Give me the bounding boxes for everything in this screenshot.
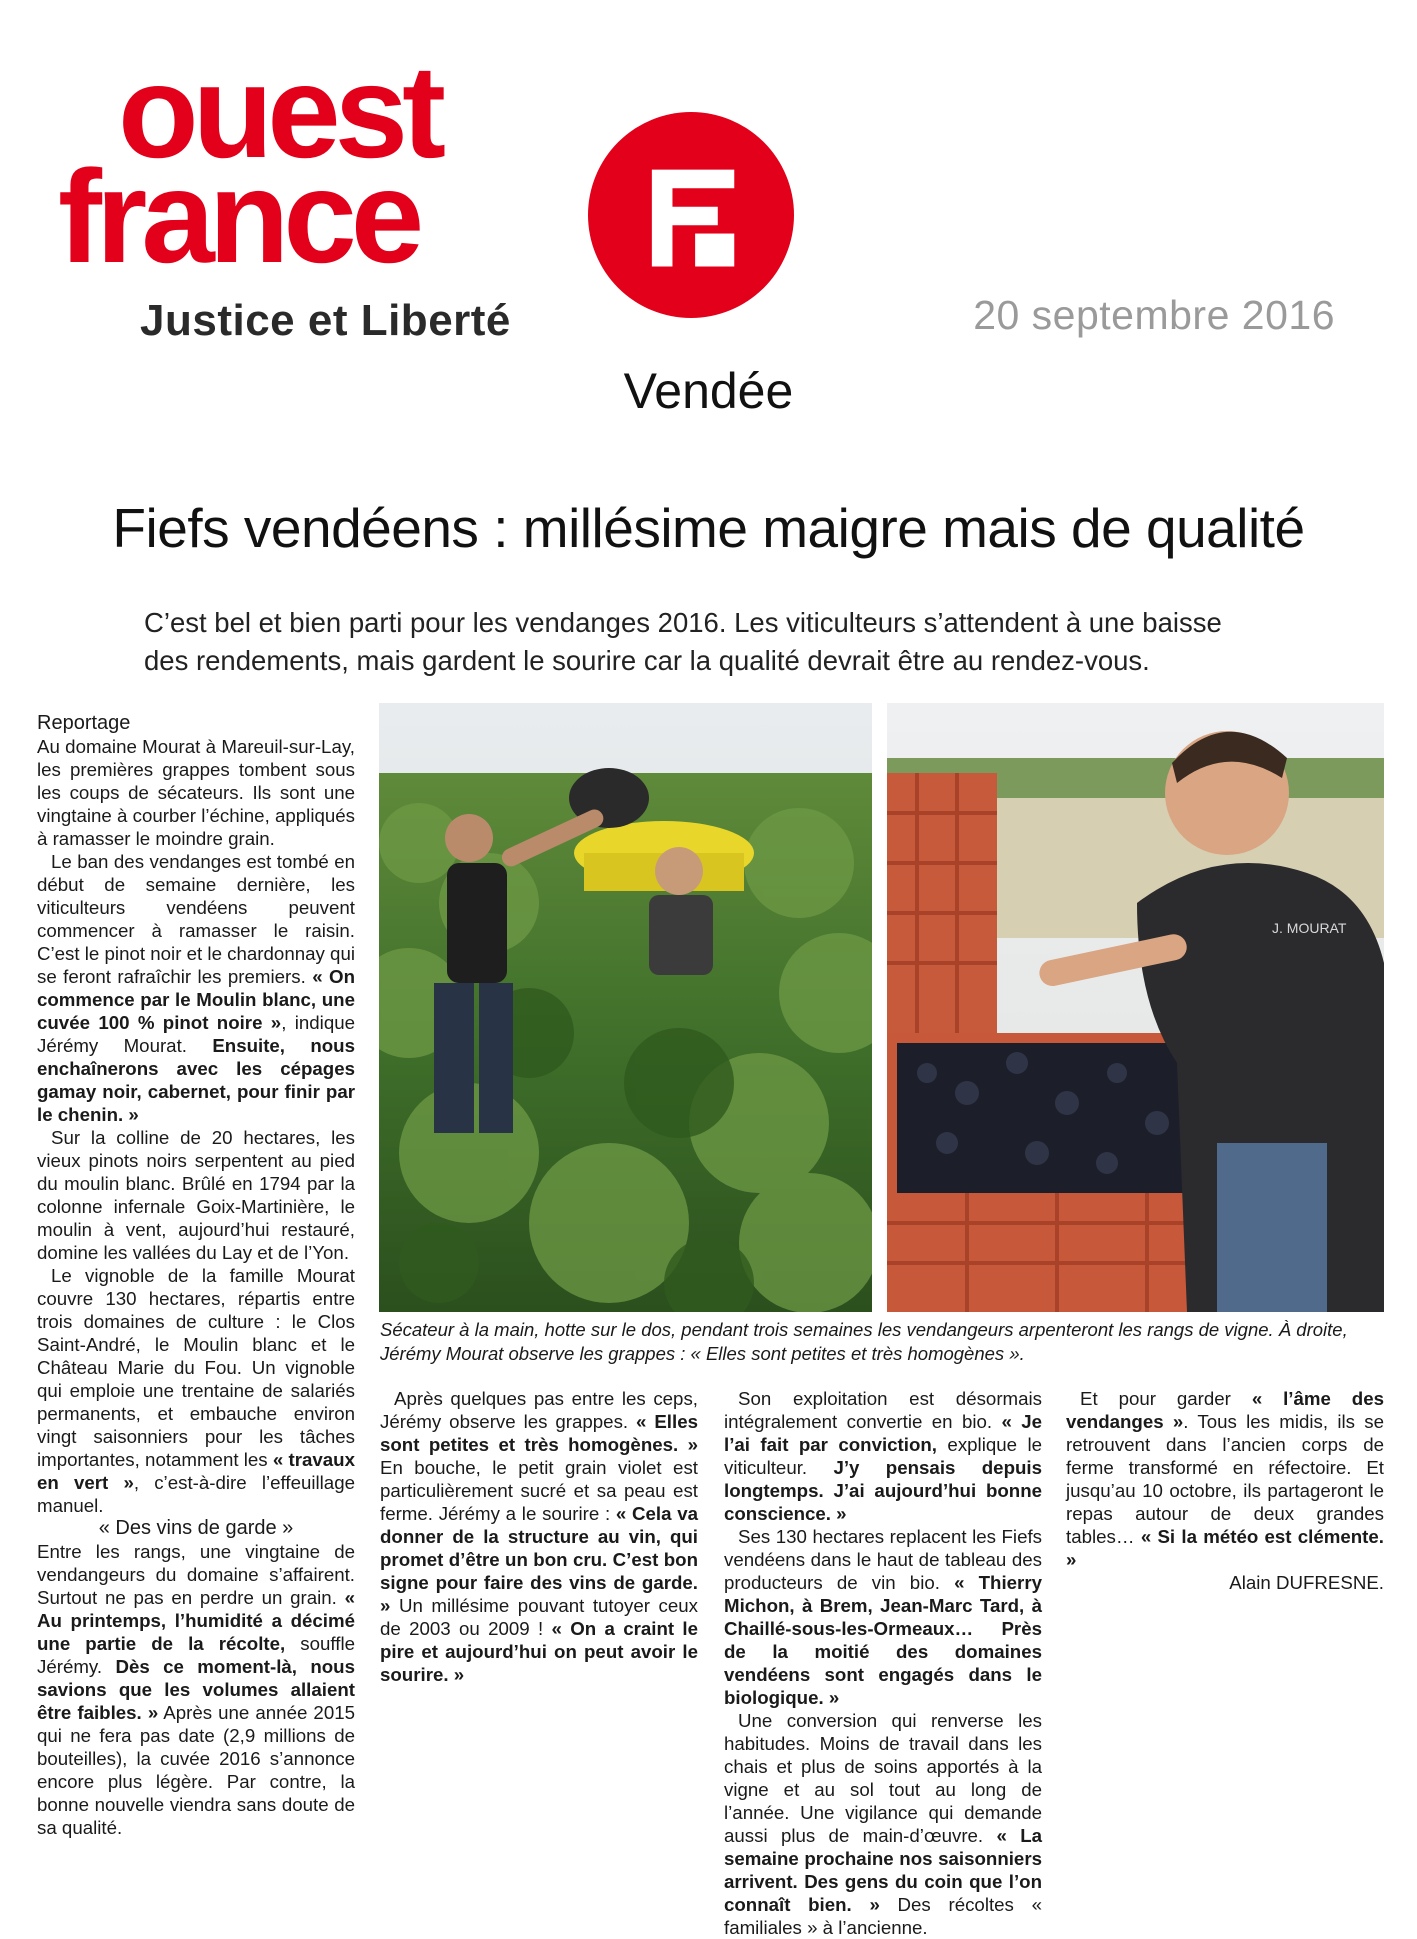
paragraph: Son exploitation est désormais intégralement convertie en bio. « Je l’ai fait par conviction, explique le viticulteur. J’y pensais depuis longtemps. J’ai aujourd’hui bonne conscience. »	[724, 1388, 1043, 1524]
photo-jeremy-mourat-grapes	[887, 703, 1384, 1312]
paragraph: Entre les rangs, une vingtaine de vendangeurs du domaine s’affairent. Surtout ne pas en perdre un grain. « Au printemps, l’humidité a décimé une partie de la récolte, souffle Jérémy. Dès ce moment-là, nous savions que les volumes allaient être faibles. » Après une année 2015 qui ne fera pas date (2,9 millions de bouteilles), la cuvée 2016 s’annonce encore plus légère. Par contre, la bonne nouvelle viendra sans doute de sa qualité.	[37, 1541, 355, 1838]
logo-word-france: france	[58, 143, 419, 290]
paragraph: Une conversion qui renverse les habitudes. Moins de travail dans les chais et plus de soins apportés à la vigne et au sol tout au long de l’année. Une vigilance qui demande aussi plus de main-d’œuvre. « La semaine prochaine nos saisonniers arrivent. Des gens du coin que l’on connaît bien. » Des récoltes « familiales » à l’ancienne.	[724, 1710, 1042, 1938]
article-headline: Fiefs vendéens : millésime maigre mais de qualité	[112, 497, 1305, 559]
paragraph: Ses 130 hectares replacent les Fiefs vendéens dans le haut de tableau des producteurs de vin bio. « Thierry Michon, à Brem, Jean-Marc Tard, à Chaillé-sous-les-Ormeaux… Près de la moitié des domaines vendéens sont engagés dans le biologique. »	[724, 1526, 1042, 1708]
paragraph: Le ban des vendanges est tombé en début de semaine dernière, les viticulteurs vendéens peuvent commencer à ramasser le raisin. C’est le pinot noir et le chardonnay qui se feront rafraîchir les premiers. « On commence par le Moulin blanc, une cuvée 100 % pinot noire », indique Jérémy Mourat. Ensuite, nous enchaînerons avec les cépages gamay noir, cabernet, pour finir par le chenin. »	[37, 851, 355, 1125]
article-column-2	[380, 1387, 698, 1686]
article-column-1	[37, 712, 355, 1839]
photo-caption: Sécateur à la main, hotte sur le dos, pendant trois semaines les vendangeurs arpenteront les rangs de vigne. À droite, Jérémy Mourat observe les grappes : « Elles sont petites et très homogènes ».	[380, 1319, 1348, 1364]
publication-date: 20 septembre 2016	[973, 292, 1335, 338]
paragraph: Et pour garder « l’âme des vendanges ». Tous les midis, ils se retrouvent dans l’ancien corps de ferme transformé en réfectoire. Et jusqu’au 10 octobre, ils partageront le repas autour de deux grandes tables… « Si la météo est clémente. »	[1066, 1388, 1385, 1570]
paragraph: Sur la colline de 20 hectares, les vieux pinots noirs serpentent au pied du moulin blanc. Brûlé en 1794 par la colonne infernale Goix-Martinière, le moulin à vent, aujourd’hui restauré, domine les vallées du Lay et de l’Yon.	[37, 1127, 355, 1263]
section-title: Vendée	[623, 363, 794, 419]
masthead	[58, 38, 758, 356]
paragraph: Après quelques pas entre les ceps, Jérémy observe les grappes. « Elles sont petites et très homogènes. » En bouche, le petit grain violet est particulièrement sucré et sa peau est ferme. Jérémy a le sourire : « Cela va donner de la structure au vin, qui promet d’être un bon cru. C’est bon signe pour faire des vins de garde. » Un millésime pouvant tutoyer ceux de 2003 ou 2009 ! « On a craint le pire et aujourd’hui on peut avoir le sourire. »	[380, 1388, 699, 1685]
paragraph: Le vignoble de la famille Mourat couvre 130 hectares, répartis entre trois domaines de culture : le Clos Saint-André, le Moulin blanc et le Château Marie du Fou. Un vignoble qui emploie une trentaine de salariés permanents, et embauche environ vingt saisonniers pour les tâches importantes, notamment les « travaux en vert », c’est-à-dire l’effeuillage manuel.	[37, 1265, 355, 1516]
article-chapeau: C’est bel et bien parti pour les vendanges 2016. Les viticulteurs s’attendent à une baisse des rendements, mais gardent le sourire car la qualité devrait être au rendez-vous.	[144, 607, 1222, 676]
logo-word-ouest: ouest	[118, 38, 441, 185]
article-column-3	[724, 1387, 1042, 1939]
subheading: « Des vins de garde »	[98, 1517, 294, 1539]
paragraph: Au domaine Mourat à Mareuil-sur-Lay, les premières grappes tombent sous les coups de sécateurs. Ils sont une vingtaine à courber l’échine, appliqués à ramasser le moindre grain.	[37, 736, 355, 849]
photo-harvesters-vineyard	[379, 703, 872, 1312]
tagline: Justice et Liberté	[140, 296, 511, 345]
shirt-logo: J. MOURAT	[1272, 920, 1347, 936]
byline: Alain DUFRESNE.	[1229, 1572, 1384, 1593]
logo-circle-icon	[588, 112, 794, 318]
article-column-4	[1066, 1387, 1384, 1594]
kicker: Reportage	[37, 712, 131, 734]
